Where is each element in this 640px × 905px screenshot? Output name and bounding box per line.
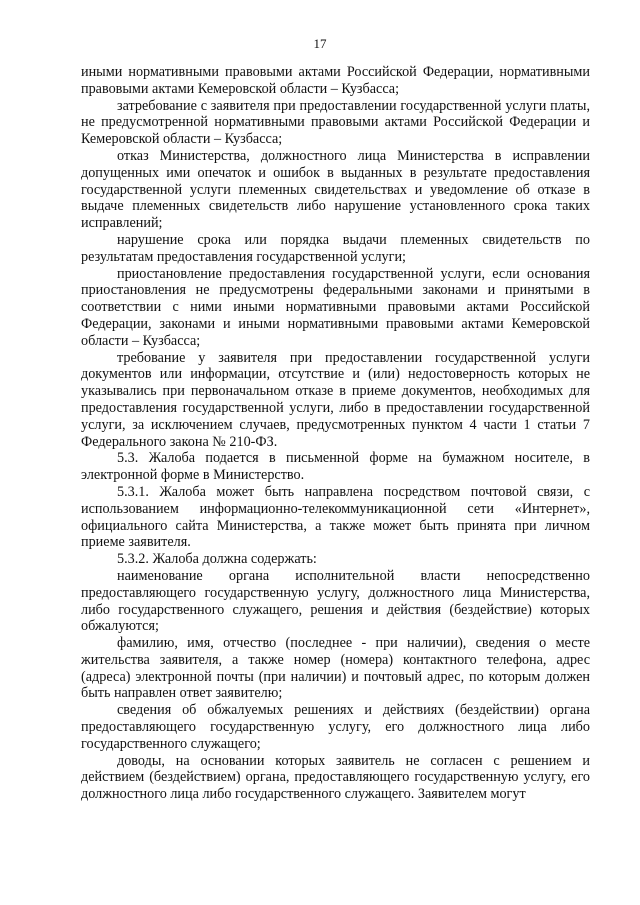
paragraph: наименование органа исполнительной власти непосредственно предоставляющего государственную услугу, должностного лица Министерства, либо государственного служащего, решения и действия (бездействие) которых обжалуются; (81, 567, 590, 635)
paragraph: сведения об обжалуемых решениях и действиях (бездействии) органа предоставляющего государственную услугу, его должностного лица либо государственного служащего; (81, 702, 590, 752)
paragraph: доводы, на основании которых заявитель не согласен с решением и действием (бездействием) органа, предоставляющего государственную услугу, его должностного лица либо государственного служащего. Заявителем могут (81, 752, 590, 803)
paragraph: отказ Министерства, должностного лица Министерства в исправлении допущенных ими опечаток и ошибок в выданных в результате предоставления государственной услуги племенных свидетельствах и уведомление об отказе в выдаче племенных свидетельств либо нарушение установленного срока таких исправлений; (81, 147, 590, 232)
paragraph: фамилию, имя, отчество (последнее - при наличии), сведения о месте жительства заявителя, а также номер (номера) контактного телефона, адрес (адреса) электронной почты (при наличии) и почтовый адрес, по которым должен быть направлен ответ заявителю; (81, 635, 590, 702)
paragraph: затребование с заявителя при предоставлении государственной услуги платы, не предусмотренной нормативными правовыми актами Российской Федерации и Кемеровской области – Кузбасса; (81, 97, 590, 148)
page-number: 17 (313, 36, 327, 51)
paragraph: нарушение срока или порядка выдачи племенных свидетельств по результатам предоставления государственной услуги; (81, 231, 590, 265)
paragraph: приостановление предоставления государственной услуги, если основания приостановления не предусмотрены федеральными законами и принятыми в соответствии с ними иными нормативными правовыми актами Российской Федерации, законами и иными нормативными правовыми актами Кемеровской области – Кузбасса; (81, 265, 590, 349)
paragraph: требование у заявителя при предоставлении государственной услуги документов или информации, отсутствие и (или) недостоверность которых не указывались при первоначальном отказе в приеме документов, необходимых для предоставления государственной услуги, либо в предоставлении государственной услуги, за исключением случаев, предусмотренных пунктом 4 части 1 статьи 7 Федерального закона № 210-ФЗ. (81, 349, 590, 450)
paragraph-section-5-3-2: 5.3.2. Жалоба должна содержать: (117, 551, 317, 568)
paragraph-section-5-3: 5.3. Жалоба подается в письменной форме на бумажном носителе, в электронной форме в Министерство. (81, 450, 590, 484)
paragraph-section-5-3-1: 5.3.1. Жалоба может быть направлена посредством почтовой связи, с использованием информационно-телекоммуникационной сети «Интернет», официального сайта Министерства, а также может быть принята при личном приеме заявителя. (81, 483, 590, 551)
paragraph-continuation: иными нормативными правовыми актами Российской Федерации, нормативными правовыми актами Кемеровской области – Кузбасса; (81, 64, 590, 97)
document-body (81, 64, 590, 803)
